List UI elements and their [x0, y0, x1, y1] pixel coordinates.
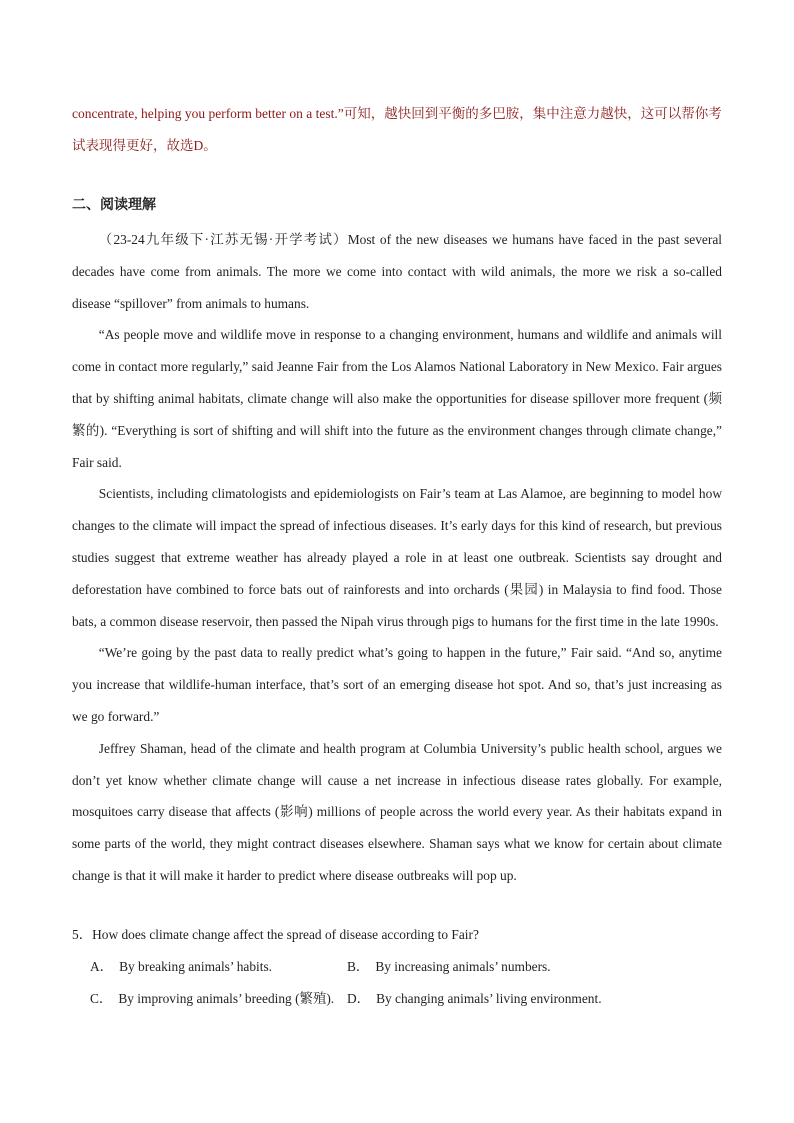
- option-text: By breaking animals’ habits.: [119, 959, 273, 974]
- question-stem: 5．How does climate change affect the spread of disease according to Fair?: [72, 927, 479, 942]
- option-letter: B．: [347, 959, 370, 974]
- option-letter: C．: [90, 991, 113, 1006]
- passage-paragraph-2: “As people move and wildlife move in response to a changing environment, humans and wildlife and animals will come in contact more regularly,” said Jeanne Fair from the Los Alamos National Laboratory in New Mexico. Fair argues that by shifting animal habitats, climate change will also make the opportunities for disease spillover more frequent (频繁的). “Everything is sort of shifting and will shift into the future as the environment changes through climate change,” Fair said.: [72, 327, 722, 470]
- option-letter: D．: [347, 991, 371, 1006]
- passage-paragraph-3: Scientists, including climatologists and epidemiologists on Fair’s team at Las Alamoe, are beginning to model how changes to the climate will impact the spread of infectious diseases. It’s early days for this kind of research, but previous studies suggest that extreme weather has already played a role in at least one outbreak. Scientists say drought and deforestation have combined to force bats out of rainforests and into orchards (果园) in Malaysia to find food. Those bats, a common disease reservoir, then passed the Nipah virus through pigs to humans for the first time in the late 1990s.: [72, 486, 722, 629]
- option-d[interactable]: [347, 988, 602, 1007]
- option-c[interactable]: [90, 988, 334, 1007]
- section-title: 二、阅读理解: [72, 197, 156, 213]
- option-text: By changing animals’ living environment.: [376, 991, 602, 1006]
- passage-paragraph-5: Jeffrey Shaman, head of the climate and health program at Columbia University’s public health school, argues we don’t yet know whether climate change will cause a net increase in infectious disease rates globally. For example, mosquitoes carry disease that affects (影响) millions of people across the world every year. As their habitats expand in some parts of the world, they might contract diseases elsewhere. Shaman says what we know for certain about climate change is that it will make it harder to predict where disease outbreaks will pop up.: [72, 740, 722, 883]
- option-text: By improving animals’ breeding (繁殖).: [118, 991, 335, 1006]
- passage-paragraph-4: “We’re going by the past data to really predict what’s going to happen in the future,” Fair said. “And so, anytime you increase that wildlife-human interface, that’s sort of an emerging disease hot spot. And so, that’s just increasing as we go forward.”: [72, 645, 722, 724]
- option-a[interactable]: [90, 956, 272, 975]
- option-b[interactable]: [347, 956, 551, 975]
- reading-passage: [72, 224, 722, 892]
- passage-paragraph-1: （23-24九年级下·江苏无锡·开学考试）Most of the new diseases we humans have faced in the past several decades have come from animals. The more we come into contact with wild animals, the more we risk a so-called disease “spillover” from animals to humans.: [72, 232, 722, 311]
- option-text: By increasing animals’ numbers.: [375, 959, 551, 974]
- answer-explanation: concentrate, helping you perform better on a test.”可知，越快回到平衡的多巴胺，集中注意力越快，这可以帮你考试表现得更好，故选D。: [72, 106, 722, 153]
- option-letter: A．: [90, 959, 114, 974]
